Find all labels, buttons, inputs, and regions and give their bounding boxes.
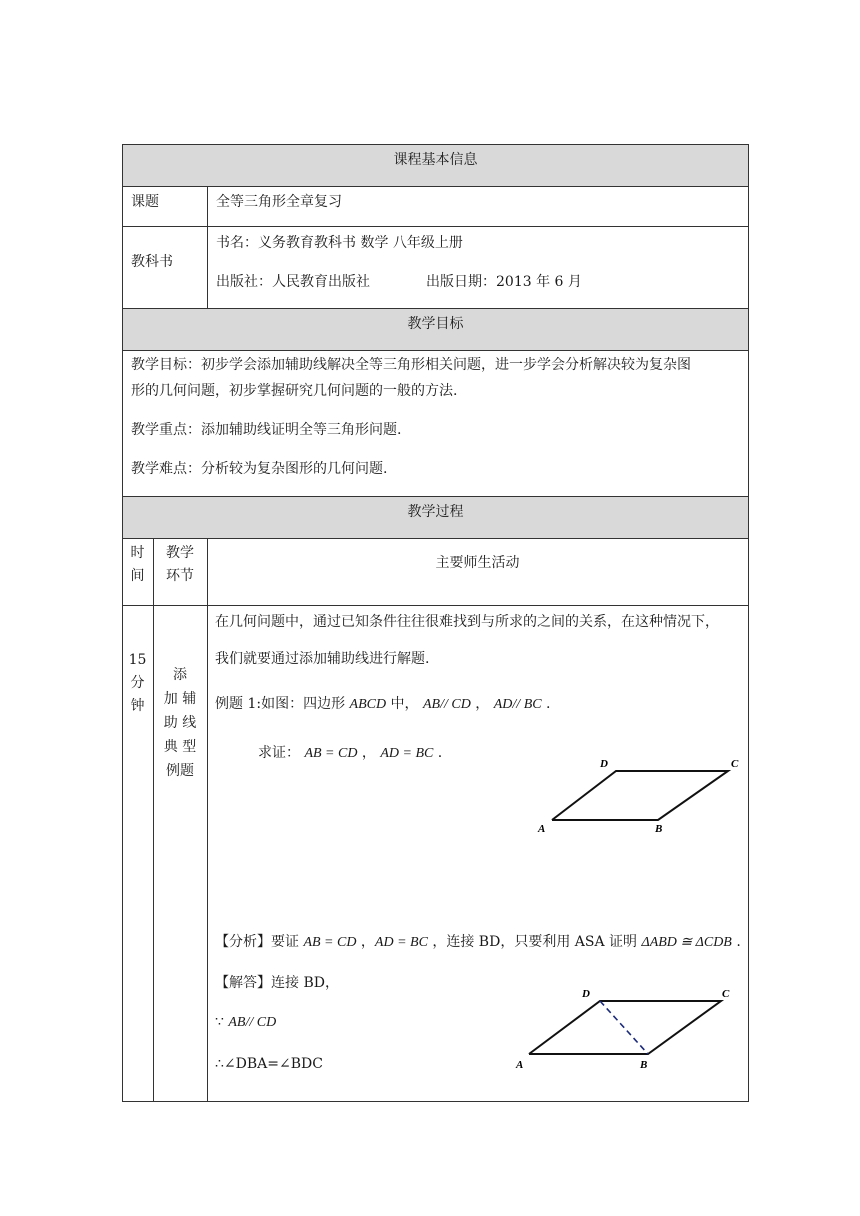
goal-line-2: 形的几何问题，初步掌握研究几何问题的一般的方法. xyxy=(131,383,458,399)
figure2-label-c: C xyxy=(722,988,730,1000)
topic-value: 全等三角形全章复习 xyxy=(216,194,342,210)
analysis: 【分析】要证 AB = CD ，AD = BC ，连接 BD，只要利用 ASA 证明 ΔABD ≅ ΔCDB . xyxy=(215,934,741,950)
col-header-activity: 主要师生活动 xyxy=(435,555,520,571)
topic-label: 课题 xyxy=(131,194,159,210)
figure1-label-d: D xyxy=(600,758,608,770)
figure1-label-a: A xyxy=(538,823,546,835)
time-value: 15 分 钟 xyxy=(128,652,147,714)
publication-date: 出版日期：2013 年 6 月 xyxy=(426,274,582,290)
section-title-basic-info: 课程基本信息 xyxy=(393,152,478,168)
section-title-objectives: 教学目标 xyxy=(407,316,464,332)
parallelogram-figure-1 xyxy=(534,756,744,836)
intro-line-2: 我们就要通过添加辅助线进行解题. xyxy=(215,651,430,667)
solution-start: 【解答】连接 BD， xyxy=(215,975,339,991)
parallelogram-figure-2 xyxy=(515,982,735,1072)
book-name: 书名：义务教育教科书 数学 八年级上册 xyxy=(216,235,463,251)
figure1-label-c: C xyxy=(731,758,739,770)
figure2-label-a: A xyxy=(516,1059,524,1071)
figure1-label-b: B xyxy=(655,823,663,835)
textbook-label: 教科书 xyxy=(131,254,173,270)
publisher: 出版社：人民教育出版社 xyxy=(216,274,370,290)
therefore-statement: ∴∠DBA=∠BDC xyxy=(215,1056,323,1072)
difficulty: 教学难点：分析较为复杂图形的几何问题. xyxy=(131,461,388,477)
key-point: 教学重点：添加辅助线证明全等三角形问题. xyxy=(131,422,402,438)
col-header-time: 时 间 xyxy=(130,545,145,584)
col-header-stage: 教学 环节 xyxy=(166,545,194,584)
example-statement: 例题 1:如图：四边形 ABCD 中， AB// CD ， AD// BC . xyxy=(215,696,551,712)
because-statement: ∵ AB// CD xyxy=(215,1014,277,1030)
lesson-plan-table xyxy=(122,144,749,1102)
goal-line-1: 教学目标：初步学会添加辅助线解决全等三角形相关问题，进一步学会分析解决较为复杂图 xyxy=(131,357,691,373)
figure2-label-d: D xyxy=(582,988,590,1000)
figure2-label-b: B xyxy=(640,1059,648,1071)
prove-statement: 求证： AB = CD ， AD = BC . xyxy=(258,745,443,761)
stage-value: 添 加 辅 助 线 典 型 例题 xyxy=(163,667,197,779)
section-title-process: 教学过程 xyxy=(407,504,464,520)
intro-line-1: 在几何问题中，通过已知条件往往很难找到与所求的之间的关系，在这种情况下， xyxy=(215,614,719,630)
